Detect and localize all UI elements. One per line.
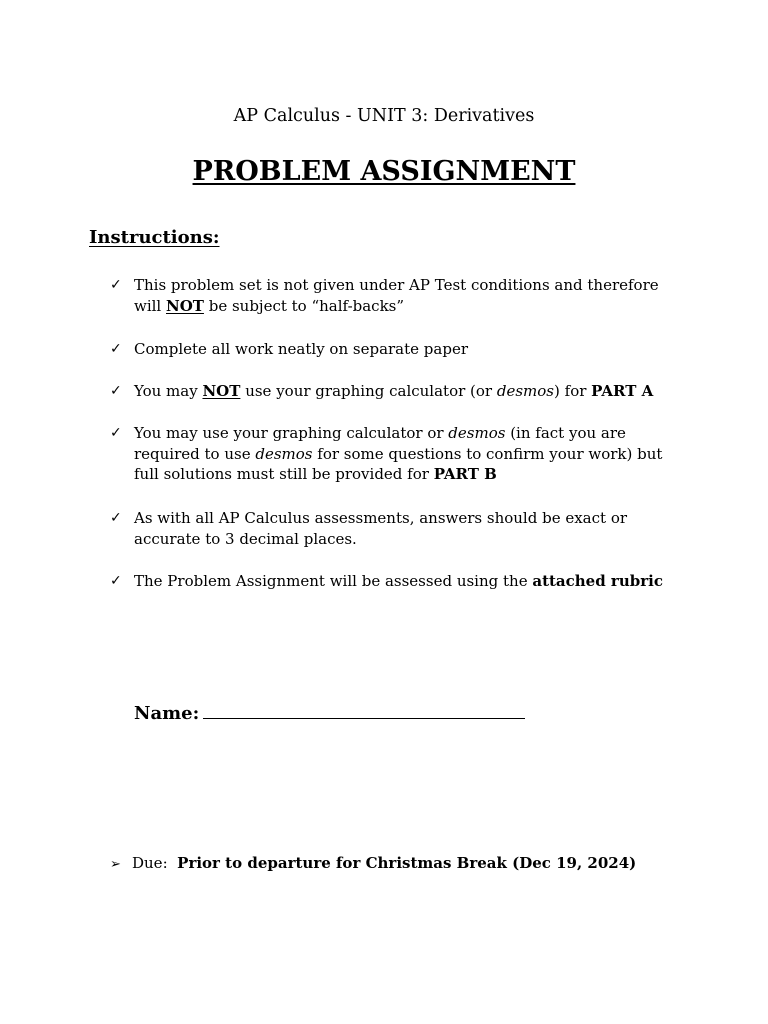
instruction-text: You may use your graphing calculator or desmos (in fact you are required to use desmos for some questions to confirm your work) but full solutions must still be provided for PART B (134, 424, 663, 483)
due-date-value: Prior to departure for Christmas Break (Dec 19, 2024) (177, 854, 637, 872)
name-field[interactable] (134, 701, 525, 727)
course-subtitle: AP Calculus - UNIT 3: Derivatives (233, 106, 535, 126)
instruction-text: You may NOT use your graphing calculator (or desmos) for PART A (134, 382, 654, 400)
due-label: Due: (132, 854, 168, 872)
instruction-text: This problem set is not given under AP Test conditions and therefore will NOT be subject to “half-backs” (134, 276, 659, 315)
due-date-row (110, 852, 636, 876)
instruction-text: Complete all work neatly on separate paper (134, 340, 468, 358)
check-mark-icon: ✓ (110, 277, 122, 293)
instruction-text: The Problem Assignment will be assessed using the attached rubric (134, 572, 663, 590)
check-mark-icon: ✓ (110, 573, 122, 589)
check-mark-icon: ✓ (110, 341, 122, 357)
check-mark-icon: ✓ (110, 425, 122, 441)
check-mark-icon: ✓ (110, 383, 122, 399)
arrow-bullet-icon: ➢ (110, 857, 121, 872)
name-label: Name: (134, 703, 200, 724)
name-blank-line[interactable] (203, 702, 525, 719)
page-title: PROBLEM ASSIGNMENT (192, 156, 576, 187)
check-mark-icon: ✓ (110, 510, 122, 526)
instructions-heading: Instructions: (89, 227, 220, 248)
instruction-text: As with all AP Calculus assessments, answers should be exact or accurate to 3 decimal places. (134, 509, 628, 548)
